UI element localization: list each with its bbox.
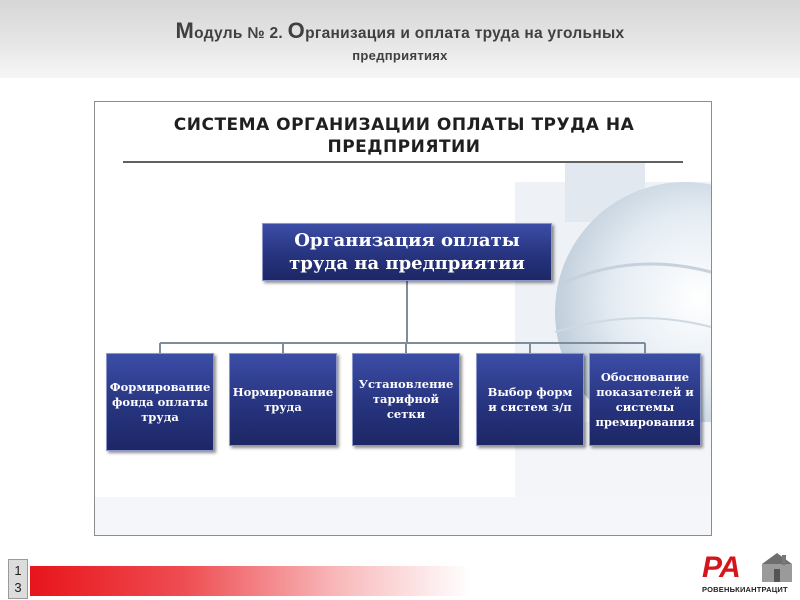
node-labor-rationing: Нормирование труда <box>229 353 337 446</box>
footer-accent-bar <box>30 566 470 596</box>
node-wage-fund-formation: Формирование фонда оплаты труда <box>106 353 214 451</box>
node-pay-systems-choice: Выбор форм и систем з/п <box>476 353 584 446</box>
chart-heading: СИСТЕМА ОРГАНИЗАЦИИ ОПЛАТЫ ТРУДА НА ПРЕДПРИЯТИИ <box>173 115 635 157</box>
slide-title-line2: предприятиях <box>352 48 448 63</box>
node-tariff-scale: Установление тарифной сетки <box>352 353 460 446</box>
page-number: 1 3 <box>8 559 28 599</box>
mine-building-icon <box>758 550 796 584</box>
logo-company-name: РОВЕНЬКИАНТРАЦИТ <box>702 585 788 594</box>
company-logo <box>702 550 796 596</box>
connector-lines <box>95 102 711 535</box>
slide-title-line1: Модуль № 2. Организация и оплата труда на угольных <box>175 18 625 43</box>
node-bonus-system: Обоснование показателей и системы премирования <box>589 353 701 446</box>
org-chart-picture <box>94 101 712 536</box>
slide-title <box>40 20 760 67</box>
logo-letters: РА <box>702 551 740 584</box>
root-node-labor-organization: Организация оплаты труда на предприятии <box>262 223 552 281</box>
